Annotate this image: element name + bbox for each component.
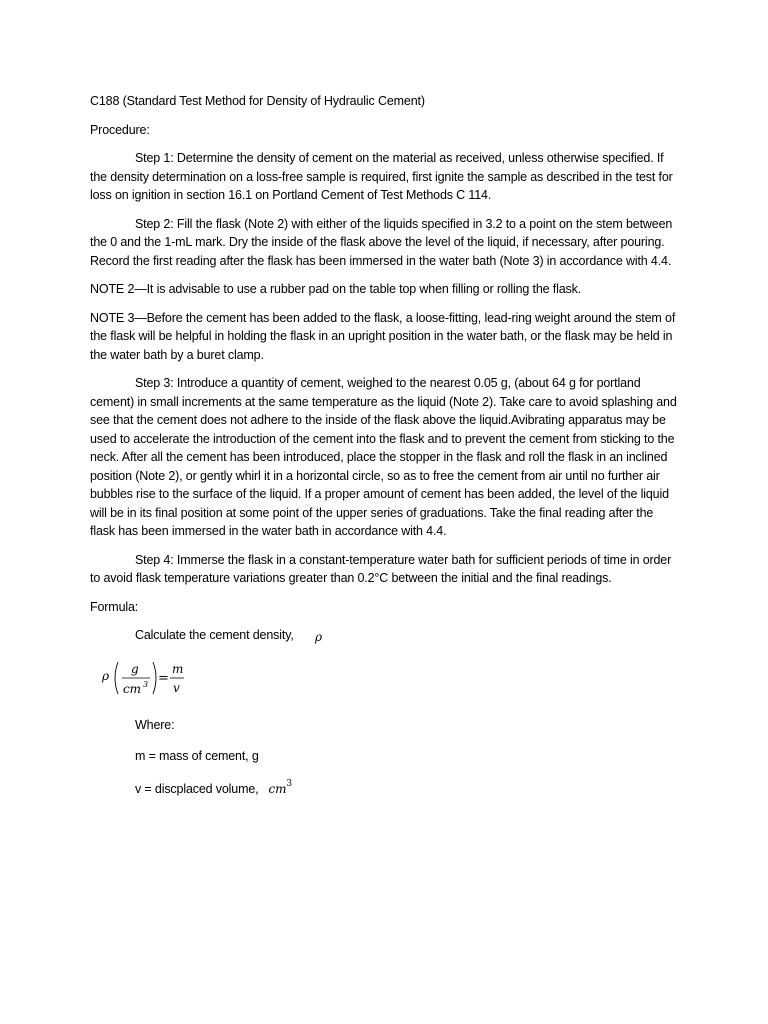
note-3: NOTE 3—Before the cement has been added to the flask, a loose-fitting, lead-ring weight around the stem of the flask will be helpful in holding the flask in an upright position in the water bath, or the flask may be held in the water bath by a buret clamp. — [90, 310, 676, 362]
eq-lhs: ρ — [102, 669, 109, 683]
definition-volume-text: v = discplaced volume, — [135, 782, 259, 796]
step-2 — [90, 215, 680, 271]
eq-den-exp: 3 — [143, 680, 148, 689]
step-1 — [90, 149, 680, 205]
note-2: NOTE 2—It is advisable to use a rubber pad on the table top when filling or rolling the flask. — [90, 282, 582, 296]
definition-mass: m = mass of cement, g — [135, 748, 259, 763]
definition-volume — [135, 777, 680, 799]
step-text: Determine the density of cement on the material as received, unless otherwise specified. If the density determination on a loss-free sample is required, first ignite the sample as described in the test for loss on ignition in section 16.1 on Portland Cement of Test Methods C 114. — [90, 151, 673, 202]
document-title: C188 (Standard Test Method for Density of Hydraulic Cement) — [90, 94, 425, 108]
step-label: Step 1: — [135, 151, 174, 165]
document-content — [90, 92, 680, 799]
procedure-heading: Procedure: — [90, 122, 150, 137]
left-paren — [115, 662, 118, 694]
eq-num-inner: g — [131, 662, 139, 676]
step-3 — [90, 374, 680, 541]
step-text: Introduce a quantity of cement, weighed to the nearest 0.05 g, (about 64 g for portland cement) in small increments at the same temperature as the liquid (Note 2). Take care to avoid splashing and see that the cement does not adhere to the inside of the flask above the liquid.Avibrating apparatus may be used to accelerate the introduction of the cement into the flask and to prevent the cement from sticking to the neck. After all the cement has been introduced, place the stopper in the flask and roll the flask in an inclined position (Note 2), or gently whirl it in a horizontal circle, so as to free the cement from air until no further air bubbles rise to the surface of the liquid. If a proper amount of cement has been added, the level of the liquid will be in its final position at some point of the upper series of graduations. Take the final reading after the flask has been immersed in the water bath in accordance with 4.4. — [90, 376, 677, 538]
eq-den-inner: cm — [123, 682, 141, 696]
rho-symbol: ρ — [315, 630, 322, 644]
step-text: Immerse the flask in a constant-temperature water bath for sufficient periods of time in order to avoid flask temperature variations greater than 0.2°C between the initial and the final readings. — [90, 552, 672, 585]
eq-den: v — [173, 681, 180, 695]
eq-equals: = — [158, 671, 169, 686]
volume-unit-exp: 3 — [286, 779, 292, 789]
formula-heading: Formula: — [90, 599, 139, 614]
where-label: Where: — [135, 718, 175, 732]
step-label: Step 2: — [135, 216, 174, 231]
right-paren — [153, 662, 156, 694]
eq-num: m — [172, 662, 184, 676]
volume-unit — [268, 779, 292, 796]
formula-intro-text: Calculate the cement density, — [135, 628, 294, 642]
step-label: Step 4: — [135, 552, 174, 567]
volume-unit-base: cm — [268, 782, 287, 796]
formula-intro — [135, 626, 680, 648]
step-text: Fill the flask (Note 2) with either of the liquids specified in 3.2 to a point on the stem between the 0 and the 1-mL mark. Dry the inside of the flask above the level of the liquid, if necessary, after pouring. Record the first reading after the flask has been immersed in the water bath (Note 3) in accordance with 4.4. — [90, 216, 673, 268]
step-4 — [90, 551, 680, 588]
density-equation-graphic — [100, 654, 220, 704]
step-label: Step 3: — [135, 376, 174, 390]
density-equation — [90, 654, 680, 704]
